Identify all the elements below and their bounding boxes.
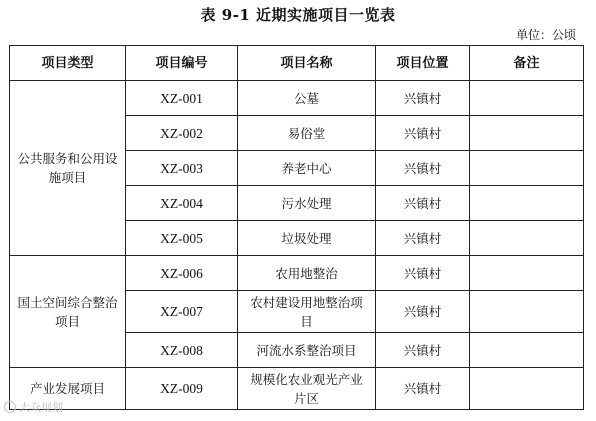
project-location-cell: 兴镇村 bbox=[376, 186, 470, 221]
project-name-cell: 农村建设用地整治项目 bbox=[238, 291, 376, 333]
table-row bbox=[10, 368, 584, 410]
header-code: 项目编号 bbox=[126, 46, 238, 81]
project-code-cell: XZ-009 bbox=[126, 368, 238, 410]
project-code-cell: XZ-007 bbox=[126, 291, 238, 333]
header-type: 项目类型 bbox=[10, 46, 126, 81]
project-code-cell: XZ-001 bbox=[126, 81, 238, 116]
remark-cell bbox=[470, 81, 584, 116]
table-row bbox=[10, 256, 584, 291]
project-code-cell: XZ-006 bbox=[126, 256, 238, 291]
project-code-cell: XZ-004 bbox=[126, 186, 238, 221]
project-code-cell: XZ-008 bbox=[126, 333, 238, 368]
project-type-cell: 产业发展项目 bbox=[10, 368, 126, 410]
project-type-cell: 国土空间综合整治项目 bbox=[10, 256, 126, 368]
header-name: 项目名称 bbox=[238, 46, 376, 81]
project-name-cell: 河流水系整治项目 bbox=[238, 333, 376, 368]
project-name-cell: 污水处理 bbox=[238, 186, 376, 221]
watermark-text: 大众规划 bbox=[19, 401, 63, 414]
project-code-cell: XZ-005 bbox=[126, 221, 238, 256]
project-location-cell: 兴镇村 bbox=[376, 256, 470, 291]
project-code-cell: XZ-002 bbox=[126, 116, 238, 151]
remark-cell bbox=[470, 256, 584, 291]
project-location-cell: 兴镇村 bbox=[376, 333, 470, 368]
project-name-cell: 农用地整治 bbox=[238, 256, 376, 291]
project-code-cell: XZ-003 bbox=[126, 151, 238, 186]
project-location-cell: 兴镇村 bbox=[376, 81, 470, 116]
unit-label: 单位：公顷 bbox=[515, 28, 576, 42]
project-location-cell: 兴镇村 bbox=[376, 368, 470, 410]
watermark bbox=[4, 399, 63, 415]
remark-cell bbox=[470, 333, 584, 368]
project-name-cell: 垃圾处理 bbox=[238, 221, 376, 256]
project-location-cell: 兴镇村 bbox=[376, 291, 470, 333]
remark-cell bbox=[470, 368, 584, 410]
project-location-cell: 兴镇村 bbox=[376, 221, 470, 256]
project-name-cell: 规模化农业观光产业片区 bbox=[238, 368, 376, 410]
header-remark: 备注 bbox=[470, 46, 584, 81]
remark-cell bbox=[470, 186, 584, 221]
project-table bbox=[9, 45, 584, 410]
header-location: 项目位置 bbox=[376, 46, 470, 81]
project-type-cell: 公共服务和公用设施项目 bbox=[10, 81, 126, 256]
remark-cell bbox=[470, 116, 584, 151]
remark-cell bbox=[470, 151, 584, 186]
project-name-cell: 易俗堂 bbox=[238, 116, 376, 151]
watermark-logo-icon bbox=[4, 401, 16, 413]
table-title: 表 9-1 近期实施项目一览表 bbox=[200, 6, 396, 24]
table-row bbox=[10, 81, 584, 116]
remark-cell bbox=[470, 221, 584, 256]
project-location-cell: 兴镇村 bbox=[376, 151, 470, 186]
project-name-cell: 养老中心 bbox=[238, 151, 376, 186]
project-location-cell: 兴镇村 bbox=[376, 116, 470, 151]
remark-cell bbox=[470, 291, 584, 333]
header-row bbox=[10, 46, 584, 81]
project-name-cell: 公墓 bbox=[238, 81, 376, 116]
